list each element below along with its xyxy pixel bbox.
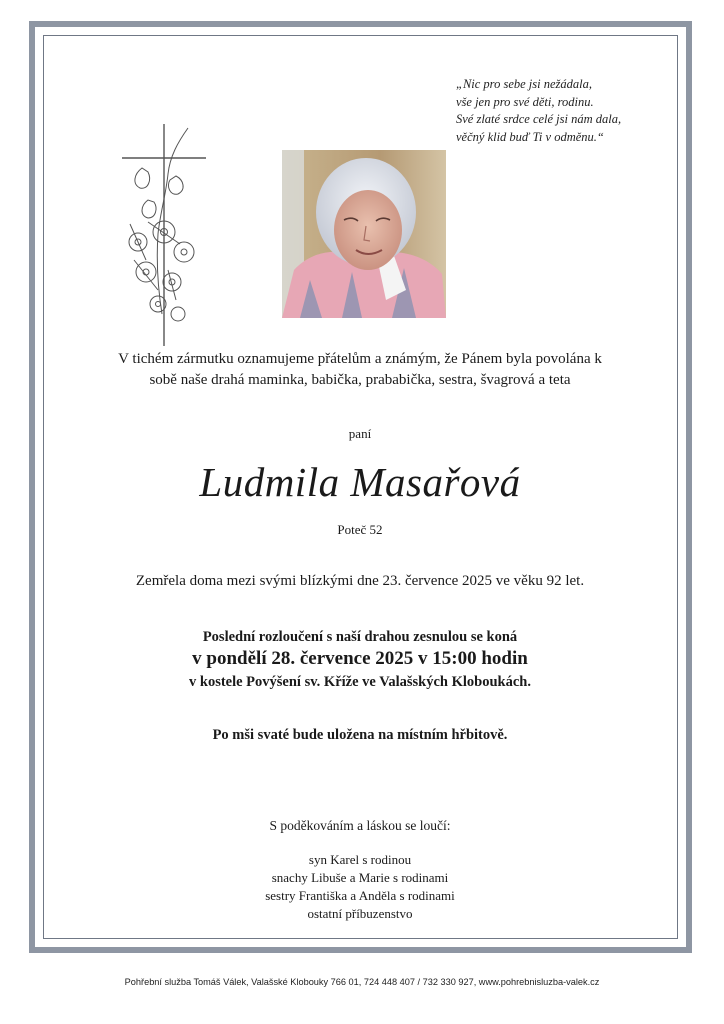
intro-text	[40, 349, 680, 391]
funeral-intro: Poslední rozloučení s naší drahou zesnulou se koná	[202, 629, 518, 645]
family-member: syn Karel s rodinou	[308, 852, 412, 867]
intro-line: sobě naše drahá maminka, babička, prababička, sestra, švagrová a teta	[149, 372, 571, 388]
cross-with-flowers-icon	[118, 124, 210, 346]
funeral-date: v pondělí 28. července 2025 v 15:00 hodin	[192, 648, 528, 669]
salutation: paní	[348, 426, 372, 441]
poem-line: vše jen pro své děti, rodinu.	[456, 94, 594, 109]
funeral-place: v kostele Povýšení sv. Kříže ve Valašských Kloboukách.	[189, 674, 531, 690]
family-member: ostatní příbuzenstvo	[307, 906, 413, 921]
footer-contact: Pohřební služba Tomáš Válek, Valašské Klobouky 766 01, 724 448 407 / 732 330 927, www.pohrebnisluzba-valek.cz	[124, 977, 600, 987]
family-list	[40, 851, 680, 923]
intro-line: V tichém zármutku oznamujeme přátelům a známým, že Pánem byla povolána k	[118, 351, 602, 367]
thanks-text: S poděkováním a láskou se loučí:	[269, 818, 451, 833]
burial-notice: Po mši svaté bude uložena na místním hřbitově.	[212, 727, 508, 743]
poem-line: věčný klid buď Ti v odměnu.“	[456, 129, 604, 144]
family-member: sestry Františka a Anděla s rodinami	[265, 888, 455, 903]
address: Poteč 52	[337, 522, 383, 537]
poem	[456, 76, 666, 146]
deceased-name: Ludmila Masařová	[199, 459, 521, 505]
death-notice: Zemřela doma mezi svými blízkými dne 23. července 2025 ve věku 92 let.	[135, 573, 585, 589]
poem-line: Své zlaté srdce celé jsi nám dala,	[456, 112, 622, 126]
family-member: snachy Libuše a Marie s rodinami	[271, 870, 449, 885]
poem-line: „Nic pro sebe jsi nežádala,	[456, 77, 592, 91]
portrait-photo	[282, 150, 446, 318]
